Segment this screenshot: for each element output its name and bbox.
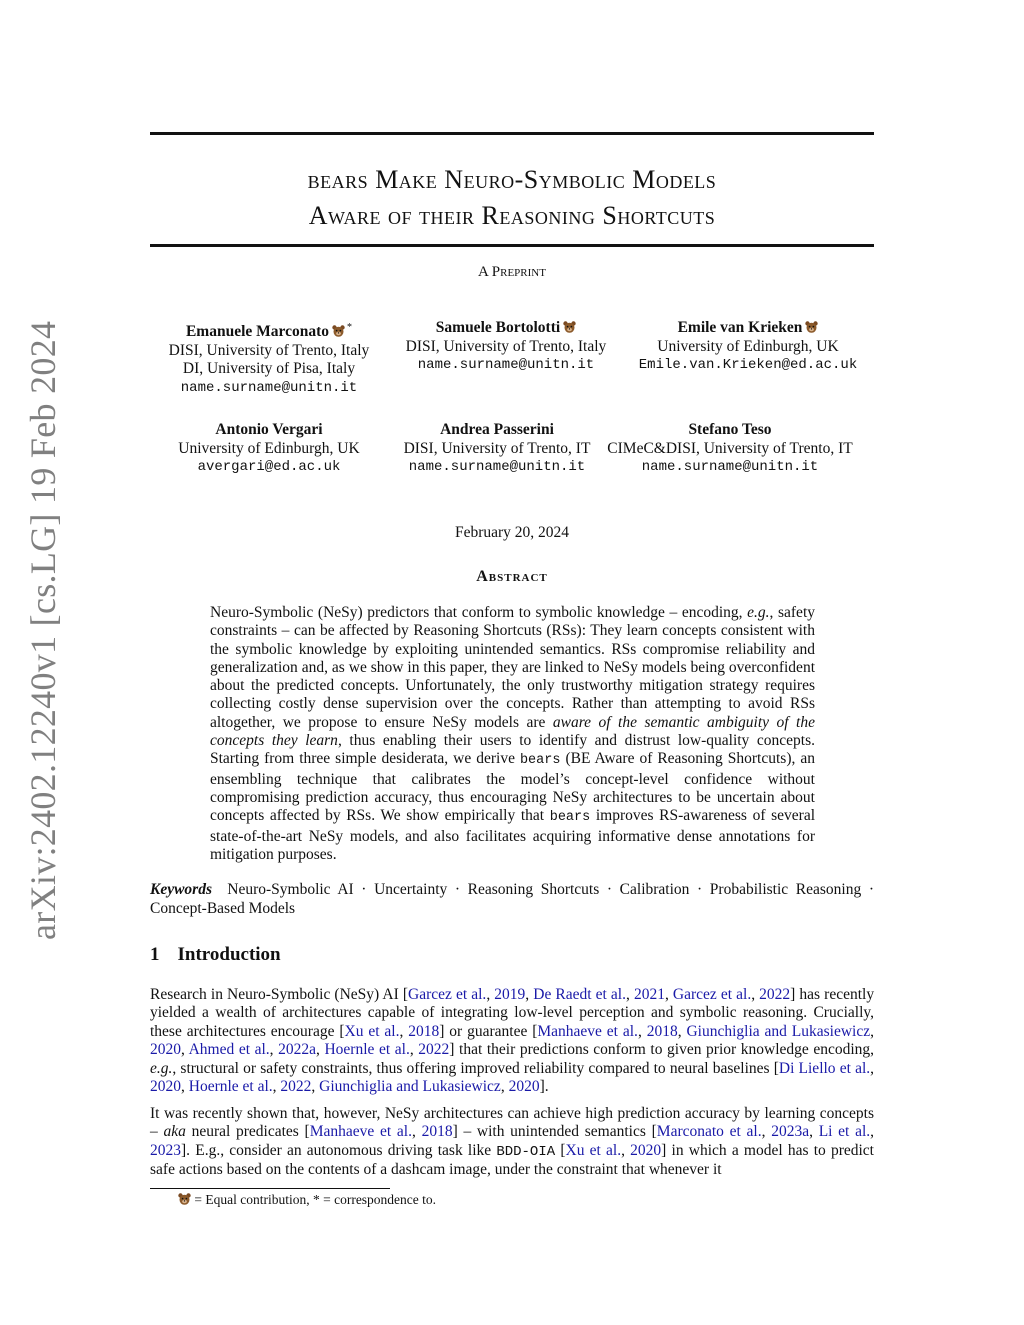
citation-link[interactable]: 2022 xyxy=(280,1078,312,1096)
author-affiliation: DISI, University of Trento, Italy xyxy=(405,337,607,355)
intro-paragraph-2: It was recently shown that, however, NeSy architectures can achieve high prediction accuracy by learning concepts – aka neural predicates [Manhaeve et al., 2018] – with unintended semantics [Marconato et al., 2023a, Li et al., 2023]. E.g., consider an autonomous driving task like BDD-OIA [Xu et al., 2020] in which a model has to predict safe actions based on the contents of a dashcam image, under the constraint that whenever it xyxy=(150,1105,875,1179)
footnote-text: = Equal contribution, * = correspondence to. xyxy=(191,1192,437,1207)
citation-link[interactable]: 2020 xyxy=(630,1141,662,1159)
dataset-code: BDD-OIA xyxy=(496,1143,556,1160)
keywords-text: Neuro-Symbolic AI · Uncertainty · Reasoning Shortcuts · Calibration · Probabilistic Reasoning · Concept-Based Models xyxy=(150,881,875,917)
footnote-rule xyxy=(150,1188,390,1189)
author-affiliation: University of Edinburgh, UK xyxy=(657,337,839,355)
author-email[interactable]: name.surname@unitn.it xyxy=(180,379,358,396)
abstract-body: Neuro-Symbolic (NeSy) predictors that conform to symbolic knowledge – encoding, e.g., safety constraints – can be affected by Reasoning Shortcuts (RSs): They learn concepts consistent with the symbolic knowledge by exploiting unintended semantics. RSs compromise reliability and generalization and, as we show in this paper, they are linked to NeSy models being overconfident about the predicted concepts. Unfortunately, the only trustworthy mitigation strategy requires collecting costly dense supervision over the concepts. Rather than attempting to avoid RSs altogether, we propose to ensure NeSy models are aware of the semantic ambiguity of the concepts they learn, thus enabling their users to identify and distrust low-quality concepts. Starting from three simple desiderata, we derive bears (BE Aware of Reasoning Shortcuts), an ensembling technique that calibrates the model’s concept-level confidence without compromising prediction accuracy, thus encouraging NeSy architectures to be uncertain about concepts affected by RSs. We show empirically that bears improves RS-awareness of several state-of-the-art NeSy models, and also facilitates acquiring informative dense annotations for mitigation purposes. xyxy=(210,604,816,863)
citation-link[interactable]: Giunchiglia and Lukasiewicz xyxy=(319,1078,501,1096)
citation-link[interactable]: Ahmed et al. xyxy=(188,1041,270,1059)
citation-link[interactable]: Garcez et al. xyxy=(672,986,752,1003)
citation-link[interactable]: Xu et al. xyxy=(344,1022,400,1040)
keywords-label: Keywords xyxy=(150,881,212,898)
citation-link[interactable]: 2020 xyxy=(150,1041,181,1059)
citation-link[interactable]: Hoernle et al. xyxy=(188,1078,273,1096)
title-line-1: bears Make Neuro-Symbolic Models xyxy=(307,165,717,194)
citation-link[interactable]: De Raedt et al. xyxy=(533,986,626,1003)
bears-code: bears xyxy=(519,753,561,769)
title-line-2: Aware of their Reasoning Shortcuts xyxy=(308,201,716,230)
arxiv-stamp: arXiv:2402.12240v1 [cs.LG] 19 Feb 2024 xyxy=(23,320,63,940)
abstract-heading: Abstract xyxy=(476,568,548,585)
author-name: Emile van Krieken xyxy=(677,319,803,336)
correspondence-mark: * xyxy=(347,322,353,333)
citation-link[interactable]: 2018 xyxy=(408,1022,440,1040)
author-email[interactable]: name.surname@unitn.it xyxy=(641,459,819,475)
citation-link[interactable]: Manhaeve et al. xyxy=(309,1123,412,1141)
citation-link[interactable]: 2020 xyxy=(150,1078,181,1096)
citation-link[interactable]: 2018 xyxy=(421,1123,453,1141)
author-name: Antonio Vergari xyxy=(215,421,323,438)
citation-link[interactable]: 2019 xyxy=(494,986,526,1003)
citation-link[interactable]: Di Liello et al. xyxy=(778,1059,871,1077)
author-affiliation: DISI, University of Trento, Italy xyxy=(168,341,370,359)
author-name: Stefano Teso xyxy=(688,421,772,438)
author-affiliation: University of Edinburgh, UK xyxy=(178,439,360,457)
citation-link[interactable]: Marconato et al. xyxy=(656,1123,762,1141)
keywords xyxy=(150,880,874,918)
author-email[interactable]: name.surname@unitn.it xyxy=(417,357,595,373)
section-heading: 1 Introduction xyxy=(150,944,281,965)
citation-link[interactable]: 2018 xyxy=(646,1022,678,1040)
author-name: Emanuele Marconato xyxy=(185,323,330,341)
author-affiliation: DISI, University of Trento, IT xyxy=(403,439,591,457)
title-rule-bottom xyxy=(150,244,874,247)
citation-link[interactable]: 2022a xyxy=(278,1041,317,1059)
citation-link[interactable]: Giunchiglia and Lukasiewicz xyxy=(686,1022,871,1040)
footnote xyxy=(175,1192,436,1208)
citation-link[interactable]: 2022 xyxy=(759,986,791,1003)
author-affiliation: CIMeC&DISI, University of Trento, IT xyxy=(607,439,853,457)
citation-link[interactable]: 2020 xyxy=(508,1078,540,1096)
author-email[interactable]: name.surname@unitn.it xyxy=(408,459,586,475)
author-email[interactable]: avergari@ed.ac.uk xyxy=(197,459,341,475)
citation-link[interactable]: Xu et al. xyxy=(565,1141,622,1159)
bear-icon xyxy=(805,321,818,333)
intro-paragraph-1: Research in Neuro-Symbolic (NeSy) AI [Garcez et al., 2019, De Raedt et al., 2021, Garcez et al., 2022] has recently yielded a wealth of architectures capable of integrating low-level perception and symbolic reasoning. Crucially, these architectures encourage [Xu et al., 2018] or guarantee [Manhaeve et al., 2018, Giunchiglia and Lukasiewicz, 2020, Ahmed et al., 2022a, Hoernle et al., 2022] that their predictions conform to given prior knowledge encoding, e.g., structural or safety constraints, thus offering improved reliability compared to neural baselines [Di Liello et al., 2020, Hoernle et al., 2022, Giunchiglia and Lukasiewicz, 2020]. xyxy=(150,986,875,1096)
citation-link[interactable]: 2021 xyxy=(633,986,665,1003)
citation-link[interactable]: Hoernle et al. xyxy=(324,1041,410,1059)
author-name: Samuele Bortolotti xyxy=(435,319,561,336)
citation-link[interactable]: Manhaeve et al. xyxy=(537,1022,638,1040)
title-rule-top xyxy=(150,132,874,135)
citation-link[interactable]: 2023a xyxy=(771,1123,810,1141)
author-email[interactable]: Emile.van.Krieken@ed.ac.uk xyxy=(638,357,858,373)
bear-icon xyxy=(178,1193,191,1205)
author-teso xyxy=(595,421,865,477)
author-affiliation: DI, University of Pisa, Italy xyxy=(182,360,356,378)
author-passerini xyxy=(367,421,627,477)
publication-date: February 20, 2024 xyxy=(454,524,570,541)
citation-link[interactable]: 2023 xyxy=(150,1141,181,1159)
citation-link[interactable]: 2022 xyxy=(418,1041,450,1059)
bear-icon xyxy=(332,325,345,337)
preprint-label: A Preprint xyxy=(478,264,546,280)
bear-icon xyxy=(563,321,576,333)
bears-code: bears xyxy=(549,810,591,826)
author-bortolotti xyxy=(386,319,626,375)
author-vergari xyxy=(139,421,399,477)
citation-link[interactable]: Li et al. xyxy=(818,1123,871,1141)
citation-link[interactable]: Garcez et al. xyxy=(408,986,487,1003)
author-marconato xyxy=(149,319,389,397)
author-name: Andrea Passerini xyxy=(440,421,554,438)
paper-title xyxy=(150,162,874,234)
author-van-krieken xyxy=(628,319,868,375)
